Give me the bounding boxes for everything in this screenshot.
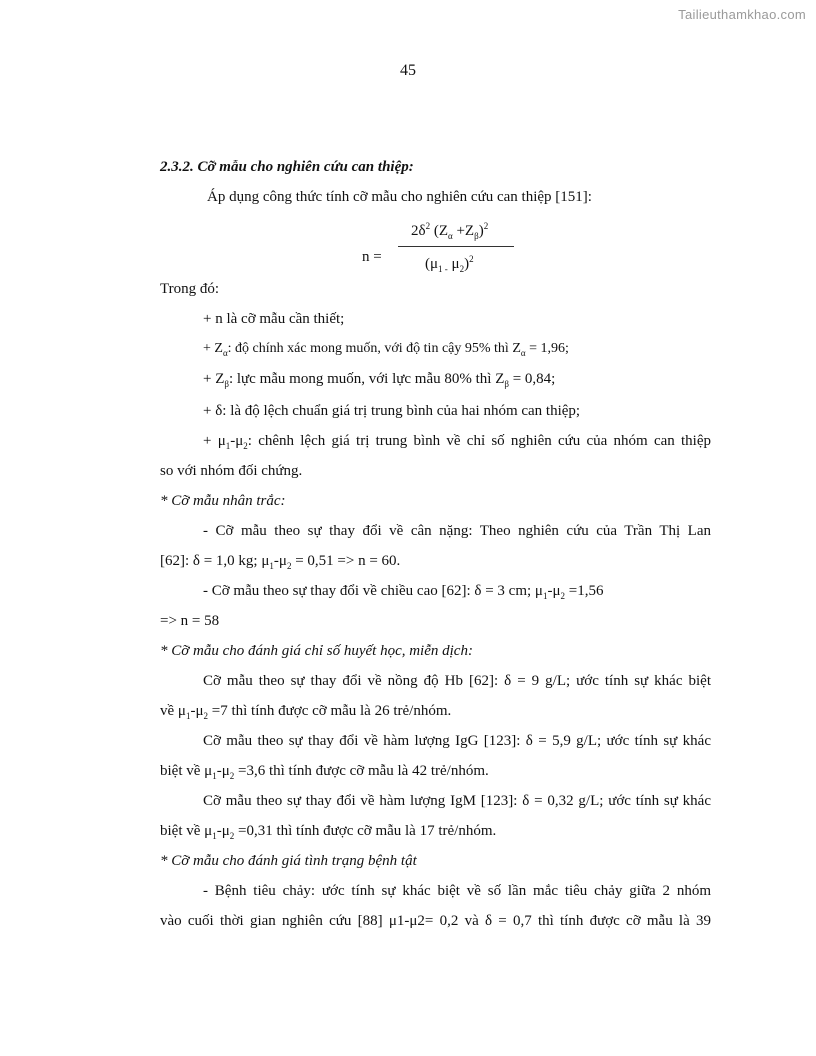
formula-denominator: ($\mu_{1 -}$ $\mu_2)^2$ [425, 254, 474, 274]
formula-lhs: n = [362, 249, 382, 265]
watermark: Tailieuthamkhao.com [678, 7, 806, 22]
def-mu-diff: + $\mu_1-\mu_2$: chênh lệch giá trị trung bình về chỉ số nghiên cứu của nhóm can thiệp [203, 433, 711, 451]
anthro-height: - Cỡ mẫu theo sự thay đổi về chiều cao [62]: δ = 3 cm; $\mu_1-\mu_2 =1,56$ [203, 583, 604, 601]
formula-numerator: $2\delta^2$ $(Z_\alpha +Z_\beta)^2$ [411, 221, 489, 241]
igm-line: Cỡ mẫu theo sự thay đổi về hàm lượng IgM [123]: δ = 0,32 g/L; ước tính sự khác [203, 793, 711, 809]
igg-line-cont: biệt về $\mu_1-\mu_2 =3,6$ thì tính được cỡ mẫu là 42 trẻ/nhóm. [160, 763, 489, 781]
hb-line: Cỡ mẫu theo sự thay đổi về nồng độ Hb [62]: δ = 9 g/L; ước tính sự khác biệt [203, 673, 711, 689]
fraction-bar [398, 246, 514, 247]
igm-line-cont: biệt về $\mu_1-\mu_2 =0,31$ thì tính được cỡ mẫu là 17 trẻ/nhóm. [160, 823, 497, 841]
def-delta: + δ: là độ lệch chuẩn giá trị trung bình của hai nhóm can thiệp; [203, 403, 581, 419]
anthro-title: * Cỡ mẫu nhân trắc: [160, 493, 286, 509]
where-label: Trong đó: [160, 281, 220, 297]
diarrhea-line-cont: vào cuối thời gian nghiên cứu [88] μ1-μ2= 0,2 và δ = 0,7 thì tính được cỡ mẫu là 39 [160, 913, 711, 929]
diarrhea-line: - Bệnh tiêu chảy: ước tính sự khác biệt về số lần mắc tiêu chảy giữa 2 nhóm [203, 883, 711, 899]
def-z-beta: + $Z_\beta$: lực mẫu mong muốn, với lực mẫu 80% thì $Z_\beta = 0,84$; [203, 371, 556, 389]
blood-title: * Cỡ mẫu cho đánh giá chỉ số huyết học, miễn dịch: [160, 643, 473, 659]
igg-line: Cỡ mẫu theo sự thay đổi về hàm lượng IgG [123]: δ = 5,9 g/L; ước tính sự khác [203, 733, 711, 749]
hb-line-cont: về $\mu_1-\mu_2 =7$ thì tính được cỡ mẫu là 26 trẻ/nhóm. [160, 703, 452, 721]
anthro-weight: - Cỡ mẫu theo sự thay đổi về cân nặng: Theo nghiên cứu của Trần Thị Lan [203, 523, 711, 539]
anthro-height-result: => n = 58 [160, 613, 220, 629]
page-number: 45 [400, 62, 416, 79]
section-heading: 2.3.2. Cỡ mẫu cho nghiên cứu can thiệp: [160, 159, 414, 175]
def-z-alpha: + $Z_\alpha$: độ chính xác mong muốn, với độ tin cậy 95% thì $Z_\alpha = 1,96$; [203, 341, 569, 358]
def-n: + n là cỡ mẫu cần thiết; [203, 311, 345, 327]
anthro-weight-cont: [62]: δ = 1,0 kg; $\mu_1-\mu_2 = 0,51 => n = 60$. [160, 553, 401, 571]
def-mu-diff-cont: so với nhóm đối chứng. [160, 463, 303, 479]
disease-title: * Cỡ mẫu cho đánh giá tình trạng bệnh tật [160, 853, 417, 869]
intro-text: Áp dụng công thức tính cỡ mẫu cho nghiên cứu can thiệp [151]: [207, 189, 592, 205]
